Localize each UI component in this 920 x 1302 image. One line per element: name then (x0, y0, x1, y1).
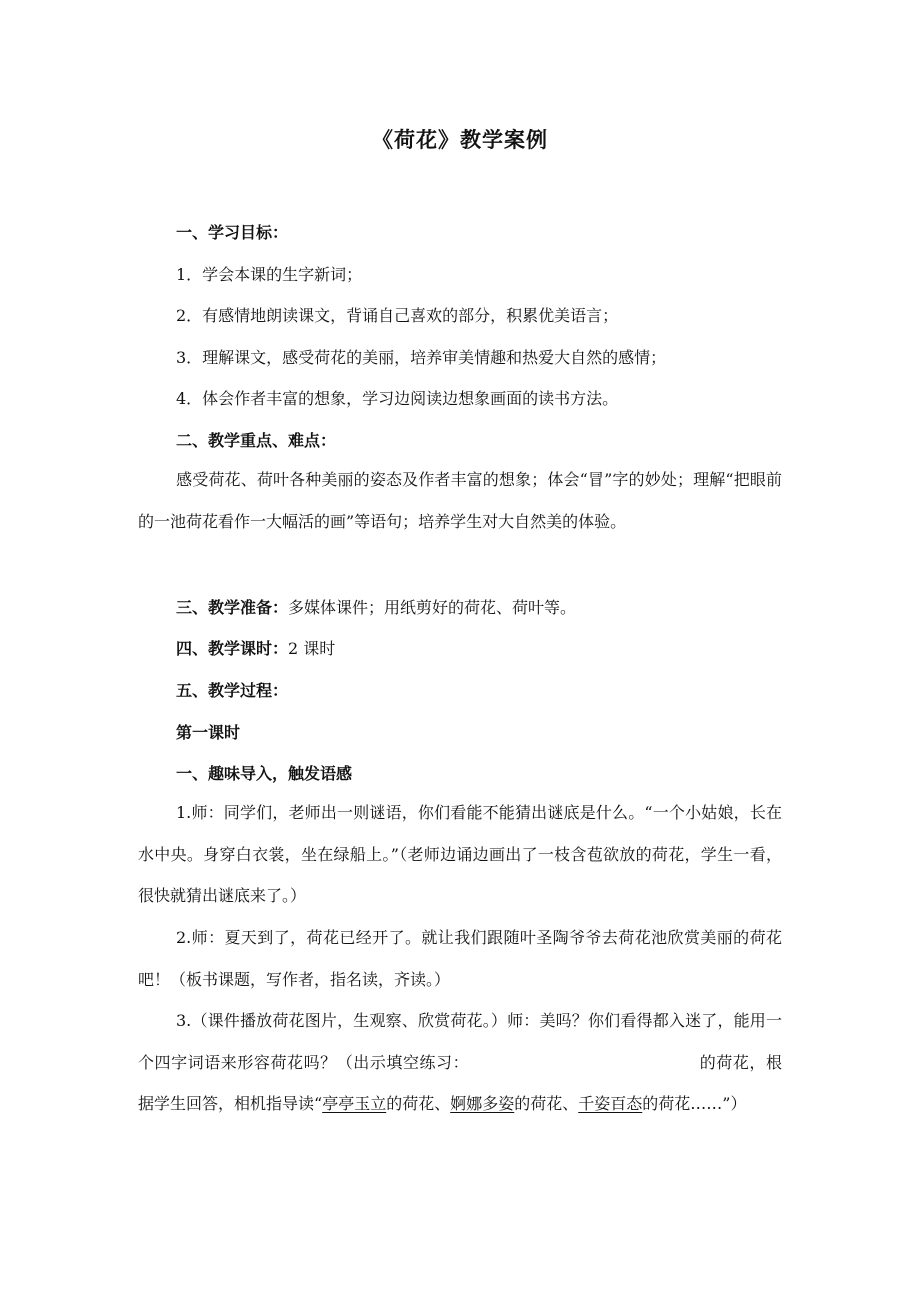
section-heading-process: 五、教学过程： (176, 681, 289, 700)
class-hours-line (176, 636, 335, 659)
objective-item-2: 2．有感情地朗读课文，背诵自己喜欢的部分，积累优美语言； (176, 306, 619, 325)
class-hours-label: 四、教学课时： (176, 639, 289, 658)
preparation-line (176, 595, 576, 618)
section-heading-objectives: 一、学习目标： (176, 223, 289, 242)
process-paragraph-3-text-b: 的荷花，根据学生回答，相机指导读“ (138, 1052, 782, 1113)
section-heading-key-points: 二、教学重点、难点： (176, 431, 337, 450)
objective-item-1: 1．学会本课的生字新词； (176, 265, 363, 284)
process-paragraph-2 (138, 917, 782, 1000)
lesson-one-heading: 第一课时 (176, 723, 241, 742)
key-points-text: 感受荷花、荷叶各种美丽的姿态及作者丰富的想象；体会“冒”字的妙处；理解“把眼前的一池荷花看作一大幅活的画”等语句；培养学生对大自然美的体验。 (138, 470, 782, 531)
process-paragraph-3-text-c: 的荷花、 (386, 1094, 451, 1113)
process-paragraph-1-text: 1.师：同学们，老师出一则谜语，你们看能不能猜出谜底是什么。“一个小姑娘，长在水中央。身穿白衣裳，坐在绿船上。”（老师边诵边画出了一枝含苞欲放的荷花，学生一看，很快就猜出谜底来了。） (138, 803, 782, 905)
underlined-word-1: 亭亭玉立 (322, 1094, 387, 1113)
objective-item-4: 4．体会作者丰富的想象，学习边阅读边想象画面的读书方法。 (176, 389, 619, 408)
process-paragraph-2-text: 2.师：夏天到了，荷花已经开了。就让我们跟随叶圣陶爷爷去荷花池欣赏美丽的荷花吧！（板书课题，写作者，指名读，齐读。） (138, 928, 782, 989)
part-one-heading: 一、趣味导入，触发语感 (176, 764, 353, 783)
document-title: 《荷花》教学案例 (372, 128, 548, 152)
process-paragraph-3-text-a: 3.（课件播放荷花图片，生观察、欣赏荷花。）师：美吗？你们看得都入迷了，能用一个四字词语来形容荷花吗？（出示填空练习： (138, 1011, 782, 1072)
underlined-word-3: 千姿百态 (578, 1094, 643, 1113)
process-paragraph-3 (138, 1000, 782, 1125)
underlined-word-2: 婀娜多姿 (450, 1094, 515, 1113)
objective-item-3: 3．理解课文，感受荷花的美丽，培养审美情趣和热爱大自然的感情； (176, 348, 667, 367)
process-paragraph-3-text-d: 的荷花、 (514, 1094, 579, 1113)
key-points-paragraph (138, 459, 782, 542)
process-paragraph-1 (138, 792, 782, 917)
preparation-label: 三、教学准备： (176, 598, 289, 617)
class-hours-text: 2 课时 (288, 639, 336, 658)
process-paragraph-3-text-e: 的荷花……”） (642, 1094, 747, 1113)
preparation-text: 多媒体课件；用纸剪好的荷花、荷叶等。 (288, 598, 577, 617)
